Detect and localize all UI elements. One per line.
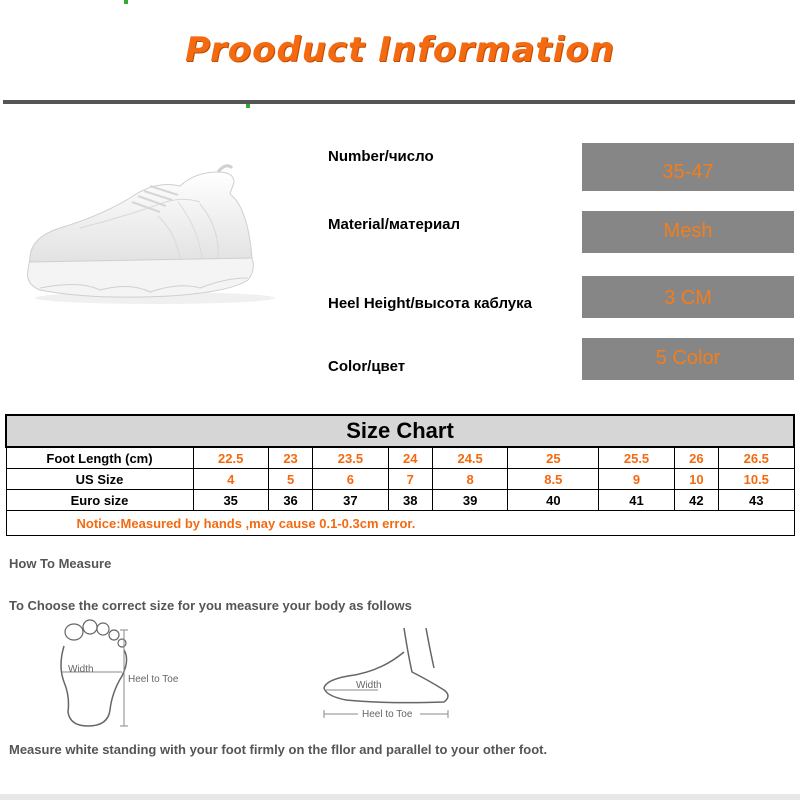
divider-mark (246, 104, 250, 108)
table-cell: 5 (268, 469, 312, 490)
table-cell: 40 (508, 490, 599, 511)
foot-side-length-label: Heel to Toe (362, 709, 413, 720)
table-cell: 26.5 (719, 447, 794, 469)
spec-value-color: 5 Color (582, 338, 794, 380)
foot-top-length-label: Heel to Toe (128, 674, 179, 685)
product-shoe-image (20, 158, 280, 308)
table-cell: 42 (674, 490, 718, 511)
table-cell: 37 (313, 490, 388, 511)
measure-instruction: Measure white standing with your foot firmly on the fllor and parallel to your other foot. (9, 742, 548, 757)
spec-value-material: Mesh (582, 211, 794, 253)
measure-subheading: To Choose the correct size for you measure your body as follows (9, 598, 412, 613)
page-title: Prooduct Information (185, 30, 615, 70)
table-cell: 25.5 (599, 447, 674, 469)
table-cell: 24.5 (432, 447, 507, 469)
divider-mark (124, 0, 128, 4)
spec-value-heel-height: 3 CM (582, 276, 794, 318)
table-cell: 23.5 (313, 447, 388, 469)
table-cell: 10 (674, 469, 718, 490)
size-chart-table (5, 414, 795, 536)
table-cell: 6 (313, 469, 388, 490)
table-cell: 25 (508, 447, 599, 469)
table-cell: 38 (388, 490, 432, 511)
table-row (6, 469, 794, 490)
table-cell: 9 (599, 469, 674, 490)
row-label: Foot Length (cm) (6, 447, 193, 469)
table-cell: 41 (599, 490, 674, 511)
table-cell: 8.5 (508, 469, 599, 490)
table-cell: 10.5 (719, 469, 794, 490)
size-chart-notice: Notice:Measured by hands ,may cause 0.1-0.3cm error. (6, 511, 794, 536)
table-row (6, 447, 794, 469)
spec-value-number: 35-47 (582, 143, 794, 191)
foot-top-width-label: Width (68, 664, 94, 675)
table-cell: 7 (388, 469, 432, 490)
table-cell: 23 (268, 447, 312, 469)
spec-label-color: Color/цвет (328, 358, 406, 375)
table-cell: 24 (388, 447, 432, 469)
spec-label-material: Material/материал (328, 216, 461, 233)
table-cell: 39 (432, 490, 507, 511)
title-divider (3, 100, 795, 104)
row-label: Euro size (6, 490, 193, 511)
table-cell: 26 (674, 447, 718, 469)
table-row (6, 490, 794, 511)
table-cell: 4 (193, 469, 268, 490)
table-cell: 8 (432, 469, 507, 490)
table-cell: 36 (268, 490, 312, 511)
spec-label-heel-height: Heel Height/высота каблука (328, 295, 532, 312)
table-cell: 43 (719, 490, 794, 511)
spec-label-number: Number/число (328, 148, 434, 165)
table-cell: 22.5 (193, 447, 268, 469)
measure-heading: How To Measure (9, 556, 112, 571)
table-cell: 35 (193, 490, 268, 511)
bottom-divider (0, 794, 800, 800)
foot-side-diagram (318, 624, 458, 726)
size-chart-title: Size Chart (6, 415, 794, 447)
row-label: US Size (6, 469, 193, 490)
foot-side-width-label: Width (356, 680, 382, 691)
foot-top-diagram (40, 616, 200, 730)
